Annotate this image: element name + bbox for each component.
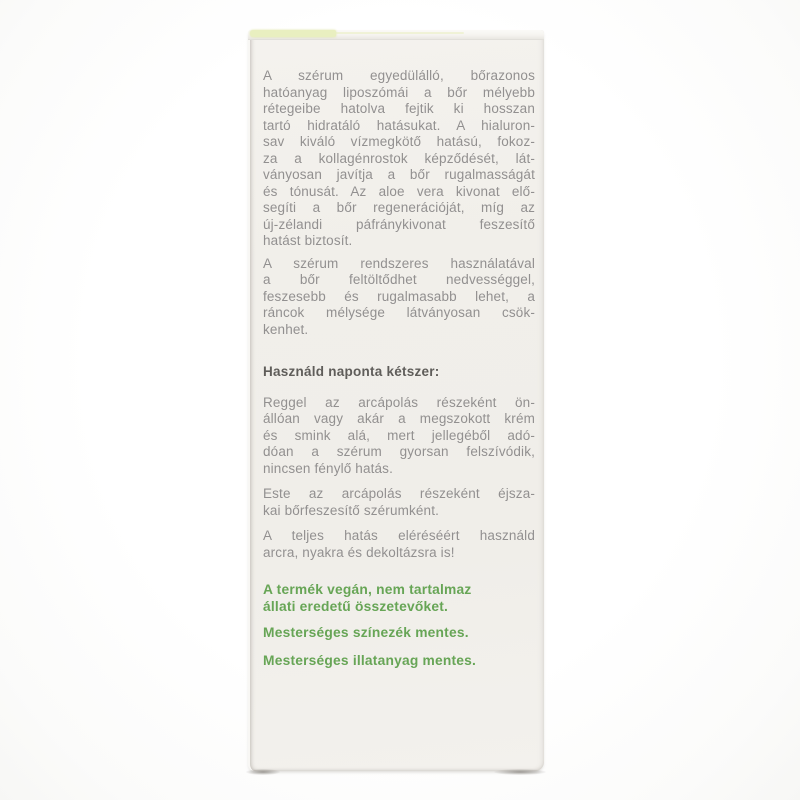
box-corner-shadow-left: [246, 769, 280, 775]
text-line: za a kollagénrostok képződését, lát-: [263, 150, 535, 166]
box-accent-strip: [250, 30, 336, 37]
text-line: feszesebb és rugalmasabb lehet, a: [263, 288, 535, 304]
text-line: rétegeibe hatolva fejtik ki hosszan: [263, 101, 535, 116]
usage-paragraph-morning: [263, 395, 535, 478]
claim-no-artificial-colorant: [263, 624, 535, 641]
text-line: Este az arcápolás részeként éjsza-: [263, 486, 535, 501]
text-line: sav kiváló vízmegkötő hatású, fokoz-: [263, 134, 535, 149]
text-line: állati eredetű összetevőket.: [263, 599, 449, 614]
text-line: hatást biztosít.: [263, 233, 353, 248]
text-line: kai bőrfeszesítő szérumként.: [263, 502, 440, 518]
text-line: Reggel az arcápolás részeként ön-: [263, 394, 535, 410]
text-line: Mesterséges illatanyag mentes.: [263, 653, 477, 668]
claim-vegan: [263, 581, 535, 615]
text-line: A termék vegán, nem tartalmaz: [263, 582, 472, 597]
text-line: A szérum rendszeres használatával: [263, 255, 535, 271]
text-line: A szérum egyedülálló, bőrazonos: [263, 68, 535, 83]
text-line: kenhet.: [263, 321, 309, 337]
text-line: nincsen fénylő hatás.: [263, 460, 393, 476]
box-accent-strip-tail: [332, 32, 464, 34]
text-line: arcra, nyakra és dekoltázsra is!: [263, 544, 455, 560]
text-line: és smink alá, mert jellegéből adó-: [263, 427, 535, 443]
text-line: állóan vagy akár a megszokott krém: [263, 411, 535, 426]
box-corner-shadow-right: [494, 769, 546, 775]
usage-heading: Használd naponta kétszer:: [263, 364, 440, 379]
box-top-flap: [248, 30, 544, 40]
text-line: A teljes hatás eléréséért használd: [263, 528, 535, 543]
claim-no-artificial-fragrance: [263, 652, 535, 669]
text-line: tartó hidratáló hatásukat. A hialuron-: [263, 117, 535, 133]
text-line: ráncok mélysége látványosan csök-: [263, 305, 535, 320]
description-paragraph-1: [263, 68, 535, 250]
text-line: és tónusát. Az aloe vera kivonat elő-: [263, 183, 535, 199]
text-line: a bőr feltöltődhet nedvességgel,: [263, 272, 535, 287]
text-line: dóan a szérum gyorsan felszívódik,: [263, 444, 535, 459]
text-line: Mesterséges színezék mentes.: [263, 625, 469, 640]
text-line: segíti a bőr regenerációját, míg az: [263, 200, 535, 215]
text-line: új-zélandi páfránykivonat feszesítő: [263, 216, 535, 232]
panel-text: [263, 68, 535, 669]
usage-paragraph-full-effect: [263, 528, 535, 561]
usage-paragraph-evening: [263, 486, 535, 519]
text-line: hatóanyag liposzómái a bőr mélyebb: [263, 84, 535, 100]
text-line: ványosan javítja a bőr rugalmasságát: [263, 167, 535, 182]
serum-box-back-panel: [248, 30, 544, 771]
description-paragraph-2: [263, 256, 535, 339]
